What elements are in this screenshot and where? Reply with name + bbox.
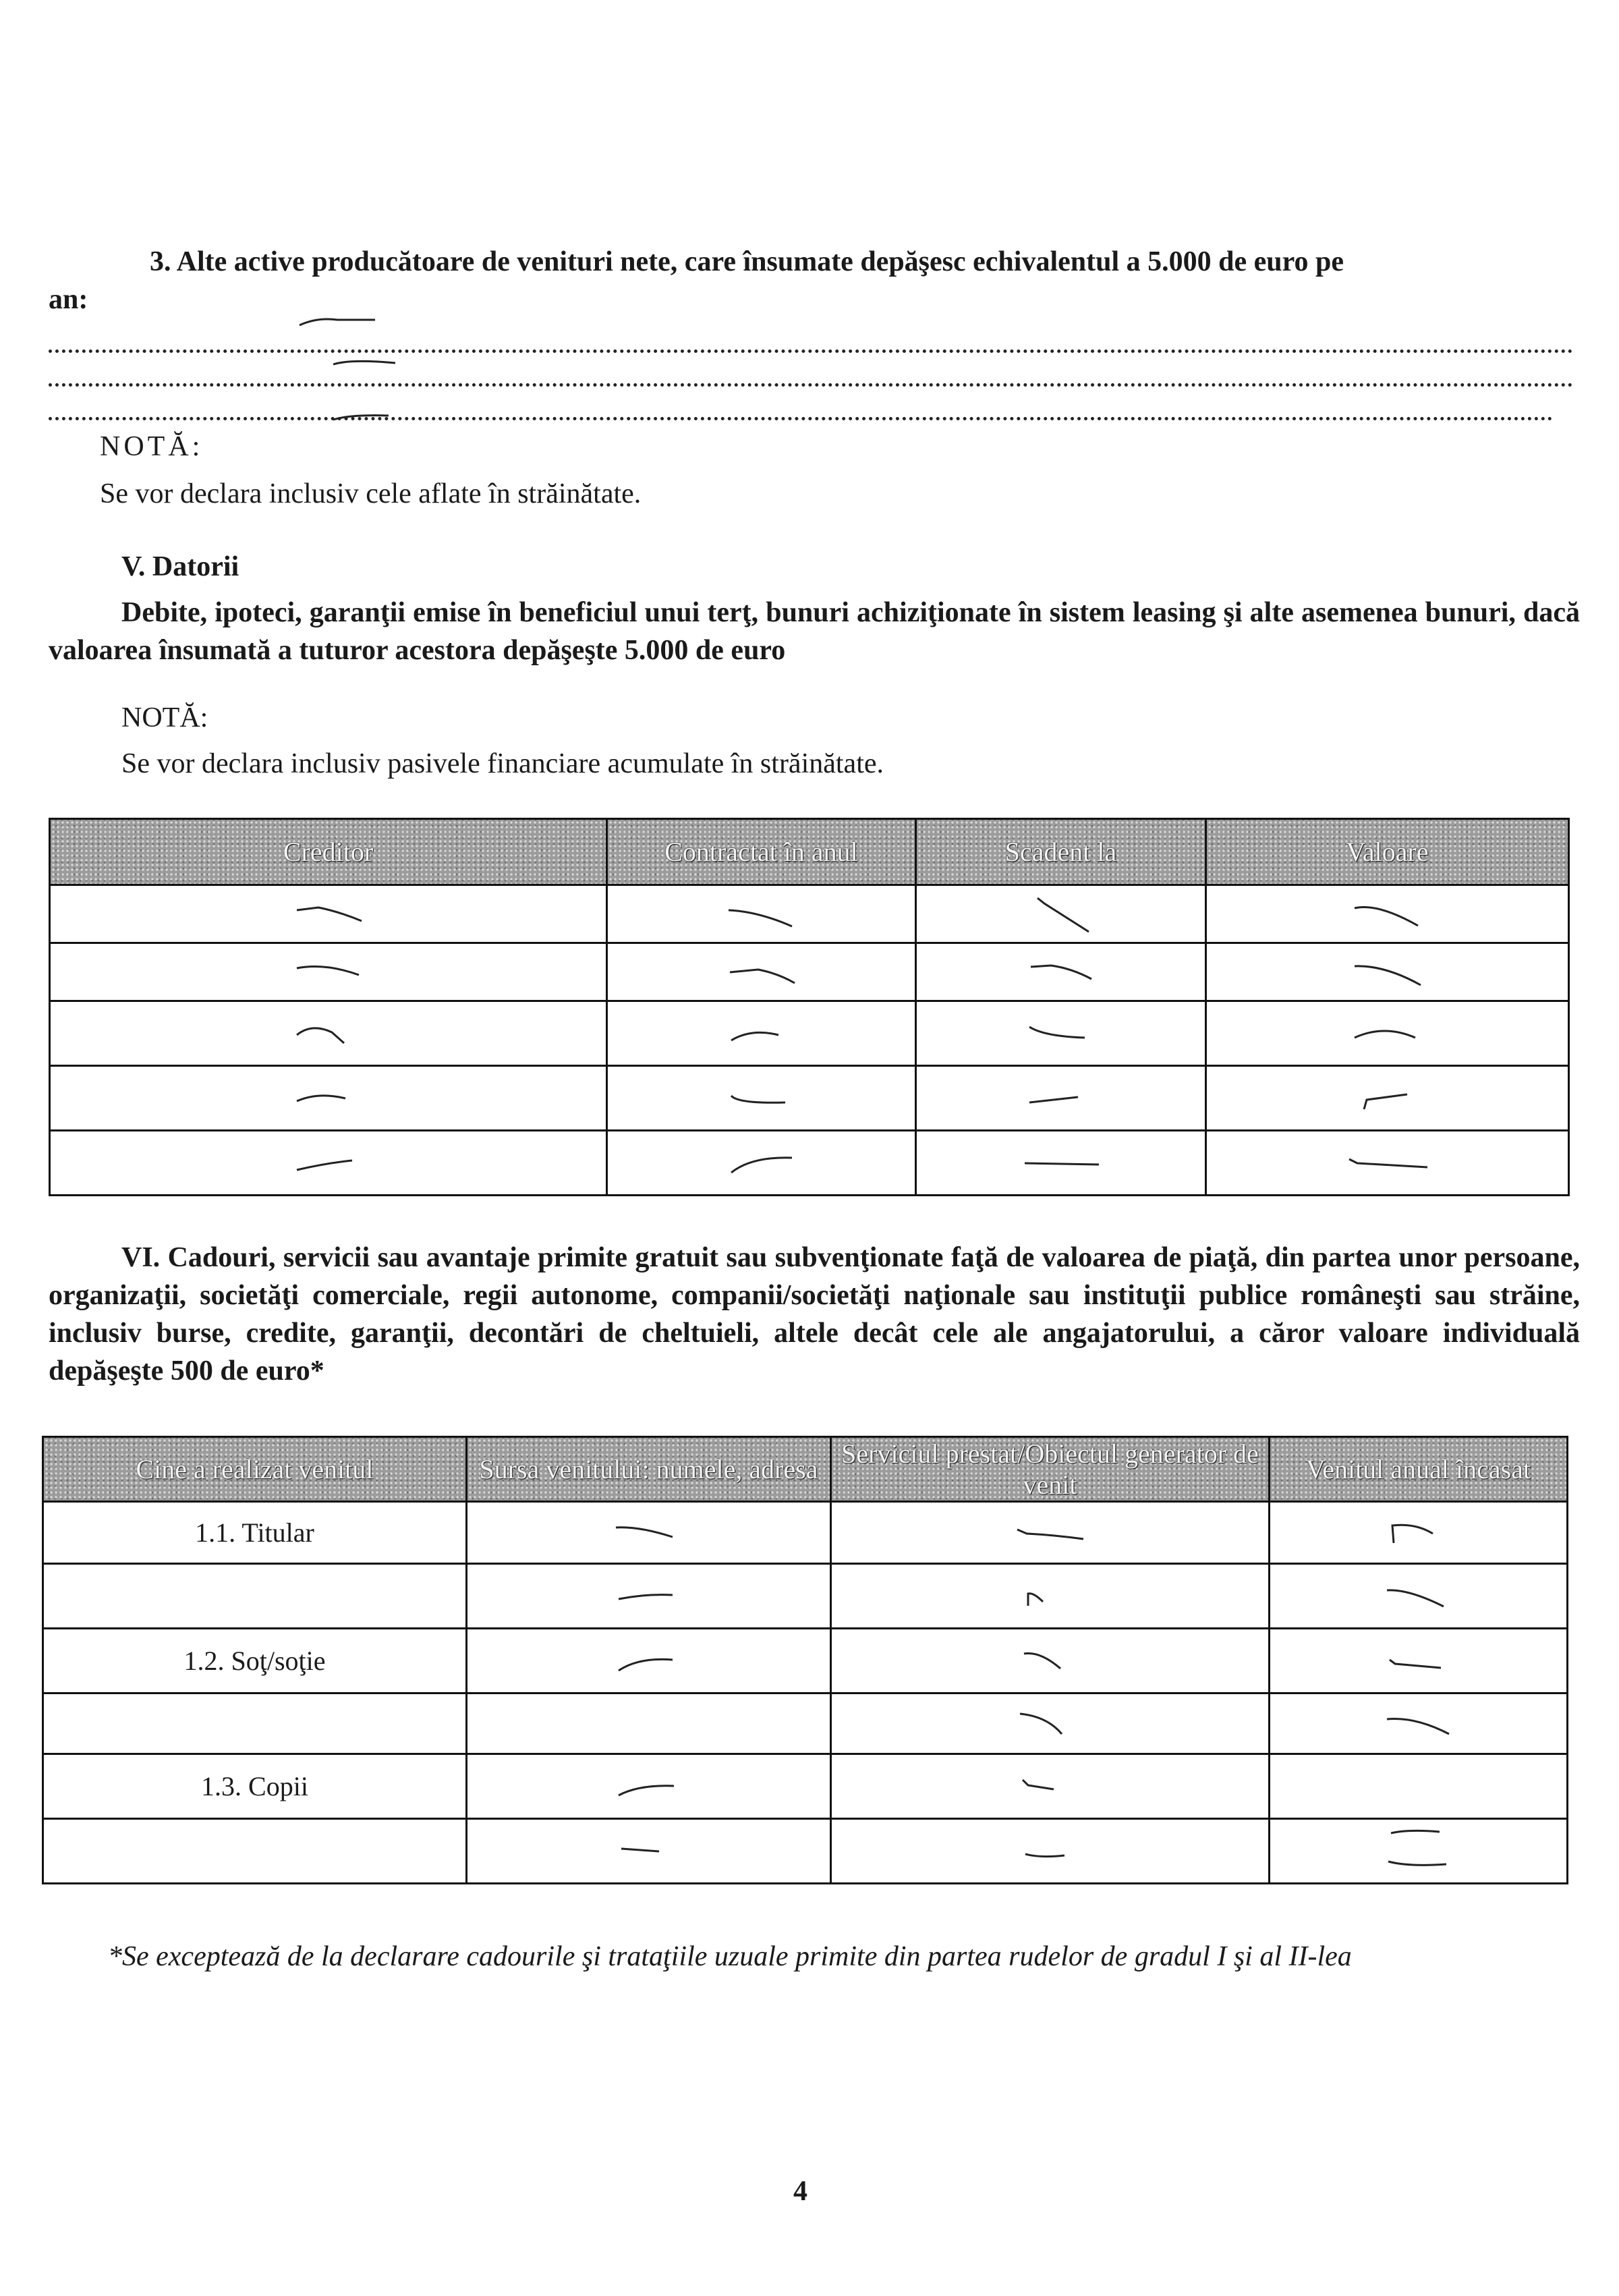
table-cell bbox=[1270, 1754, 1568, 1819]
table-cell bbox=[1206, 1131, 1569, 1196]
table-cell bbox=[467, 1754, 831, 1819]
table-cell bbox=[607, 1001, 916, 1066]
table-cell bbox=[1270, 1693, 1568, 1754]
table-cell bbox=[916, 1001, 1206, 1066]
page-number: 4 bbox=[793, 2176, 807, 2207]
table-cell bbox=[467, 1564, 831, 1629]
debts-table bbox=[49, 818, 1570, 1196]
table-row bbox=[43, 1564, 1568, 1629]
table-cell bbox=[43, 1693, 467, 1754]
table-cell bbox=[1270, 1819, 1568, 1884]
table-cell bbox=[831, 1819, 1270, 1884]
section3-note-text: Se vor declara inclusiv cele aflate în străinătate. bbox=[100, 478, 642, 509]
table-cell: 1.1. Titular bbox=[43, 1502, 467, 1564]
table-row bbox=[50, 885, 1569, 943]
section3-title-continuation: an: bbox=[49, 284, 88, 315]
header-service-object: Serviciul prestat/Obiectul generator de venit bbox=[831, 1437, 1270, 1502]
section5-body: Debite, ipoteci, garanţii emise în beneficiul unui terţ, bunuri achiziţionate în sistem leasing şi alte asemenea bunuri, dacă valoarea însumată a tuturor acestora depăşeşte 5.000 de euro bbox=[49, 597, 1580, 666]
table-row bbox=[43, 1502, 1568, 1564]
table-cell bbox=[1206, 943, 1569, 1001]
section3-note-label: NOTĂ: bbox=[100, 431, 204, 462]
table-cell bbox=[916, 1066, 1206, 1131]
table-row bbox=[43, 1629, 1568, 1693]
section6-footnote: *Se exceptează de la declarare cadourile şi trataţiile uzuale primite din partea rudelor de gradul I şi al II-lea bbox=[108, 1941, 1352, 1972]
header-value: Valoare bbox=[1206, 819, 1569, 885]
table-cell bbox=[831, 1754, 1270, 1819]
header-who-earned: Cine a realizat venitul bbox=[43, 1437, 467, 1502]
table-cell: 1.3. Copii bbox=[43, 1754, 467, 1819]
table-cell bbox=[467, 1819, 831, 1884]
table-cell bbox=[1206, 1001, 1569, 1066]
section5-note-label: NOTĂ: bbox=[121, 702, 208, 733]
section5-note-text: Se vor declara inclusiv pasivele financiare acumulate în străinătate. bbox=[121, 748, 884, 779]
section3-title: 3. Alte active producătoare de venituri nete, care însumate depăşesc echivalentul a 5.000 de euro pe bbox=[150, 246, 1344, 277]
table-row bbox=[50, 1066, 1569, 1131]
table-cell bbox=[1206, 1066, 1569, 1131]
table-cell bbox=[50, 943, 607, 1001]
header-income-source: Sursa venitului: numele, adresa bbox=[467, 1437, 831, 1502]
dotted-line bbox=[49, 345, 1573, 353]
section6-body: VI. Cadouri, servicii sau avantaje primite gratuit sau subvenţionate faţă de valoarea de piaţă, din partea unor persoane, organizaţii, societăţi comerciale, regii autonome, companii/societăţi naţionale sau instituţii publice româneşti sau străine, inclusiv burse, credite, garanţii, decontări de cheltuieli, altele decât cele ale angajatorului, a căror valoare individuală depăşeşte 500 de euro* bbox=[49, 1242, 1580, 1387]
table-cell bbox=[43, 1819, 467, 1884]
table-row bbox=[43, 1693, 1568, 1754]
strike-mark bbox=[331, 356, 398, 370]
table-cell bbox=[607, 1131, 916, 1196]
table-cell bbox=[607, 885, 916, 943]
dotted-line bbox=[49, 413, 1553, 420]
table-cell bbox=[1270, 1502, 1568, 1564]
table-row bbox=[43, 1754, 1568, 1819]
table-cell bbox=[50, 885, 607, 943]
table-cell: 1.2. Soţ/soţie bbox=[43, 1629, 467, 1693]
table-row bbox=[50, 1001, 1569, 1066]
table-cell bbox=[607, 1066, 916, 1131]
table-cell bbox=[467, 1502, 831, 1564]
gifts-table bbox=[42, 1436, 1568, 1884]
table-cell bbox=[916, 1131, 1206, 1196]
table-row bbox=[50, 943, 1569, 1001]
table-cell bbox=[831, 1693, 1270, 1754]
table-row bbox=[43, 1819, 1568, 1884]
header-annual-income: Venitul anual încasat bbox=[1270, 1437, 1568, 1502]
table-cell bbox=[831, 1502, 1270, 1564]
table-cell bbox=[1270, 1564, 1568, 1629]
table-cell bbox=[50, 1001, 607, 1066]
strike-mark bbox=[297, 312, 378, 332]
table-cell bbox=[831, 1564, 1270, 1629]
header-creditor: Creditor bbox=[50, 819, 607, 885]
table-cell bbox=[467, 1693, 831, 1754]
table-cell bbox=[43, 1564, 467, 1629]
table-cell bbox=[50, 1066, 607, 1131]
header-due-date: Scadent la bbox=[916, 819, 1206, 885]
table-cell bbox=[607, 943, 916, 1001]
section5-heading: V. Datorii bbox=[121, 551, 239, 582]
table-row bbox=[50, 1131, 1569, 1196]
table-cell bbox=[916, 943, 1206, 1001]
table-cell bbox=[1206, 885, 1569, 943]
table-cell bbox=[467, 1629, 831, 1693]
table-cell bbox=[916, 885, 1206, 943]
header-contracted-year: Contractat în anul bbox=[607, 819, 916, 885]
table-cell bbox=[831, 1629, 1270, 1693]
dotted-line bbox=[49, 379, 1573, 387]
table-cell bbox=[50, 1131, 607, 1196]
table-cell bbox=[1270, 1629, 1568, 1693]
